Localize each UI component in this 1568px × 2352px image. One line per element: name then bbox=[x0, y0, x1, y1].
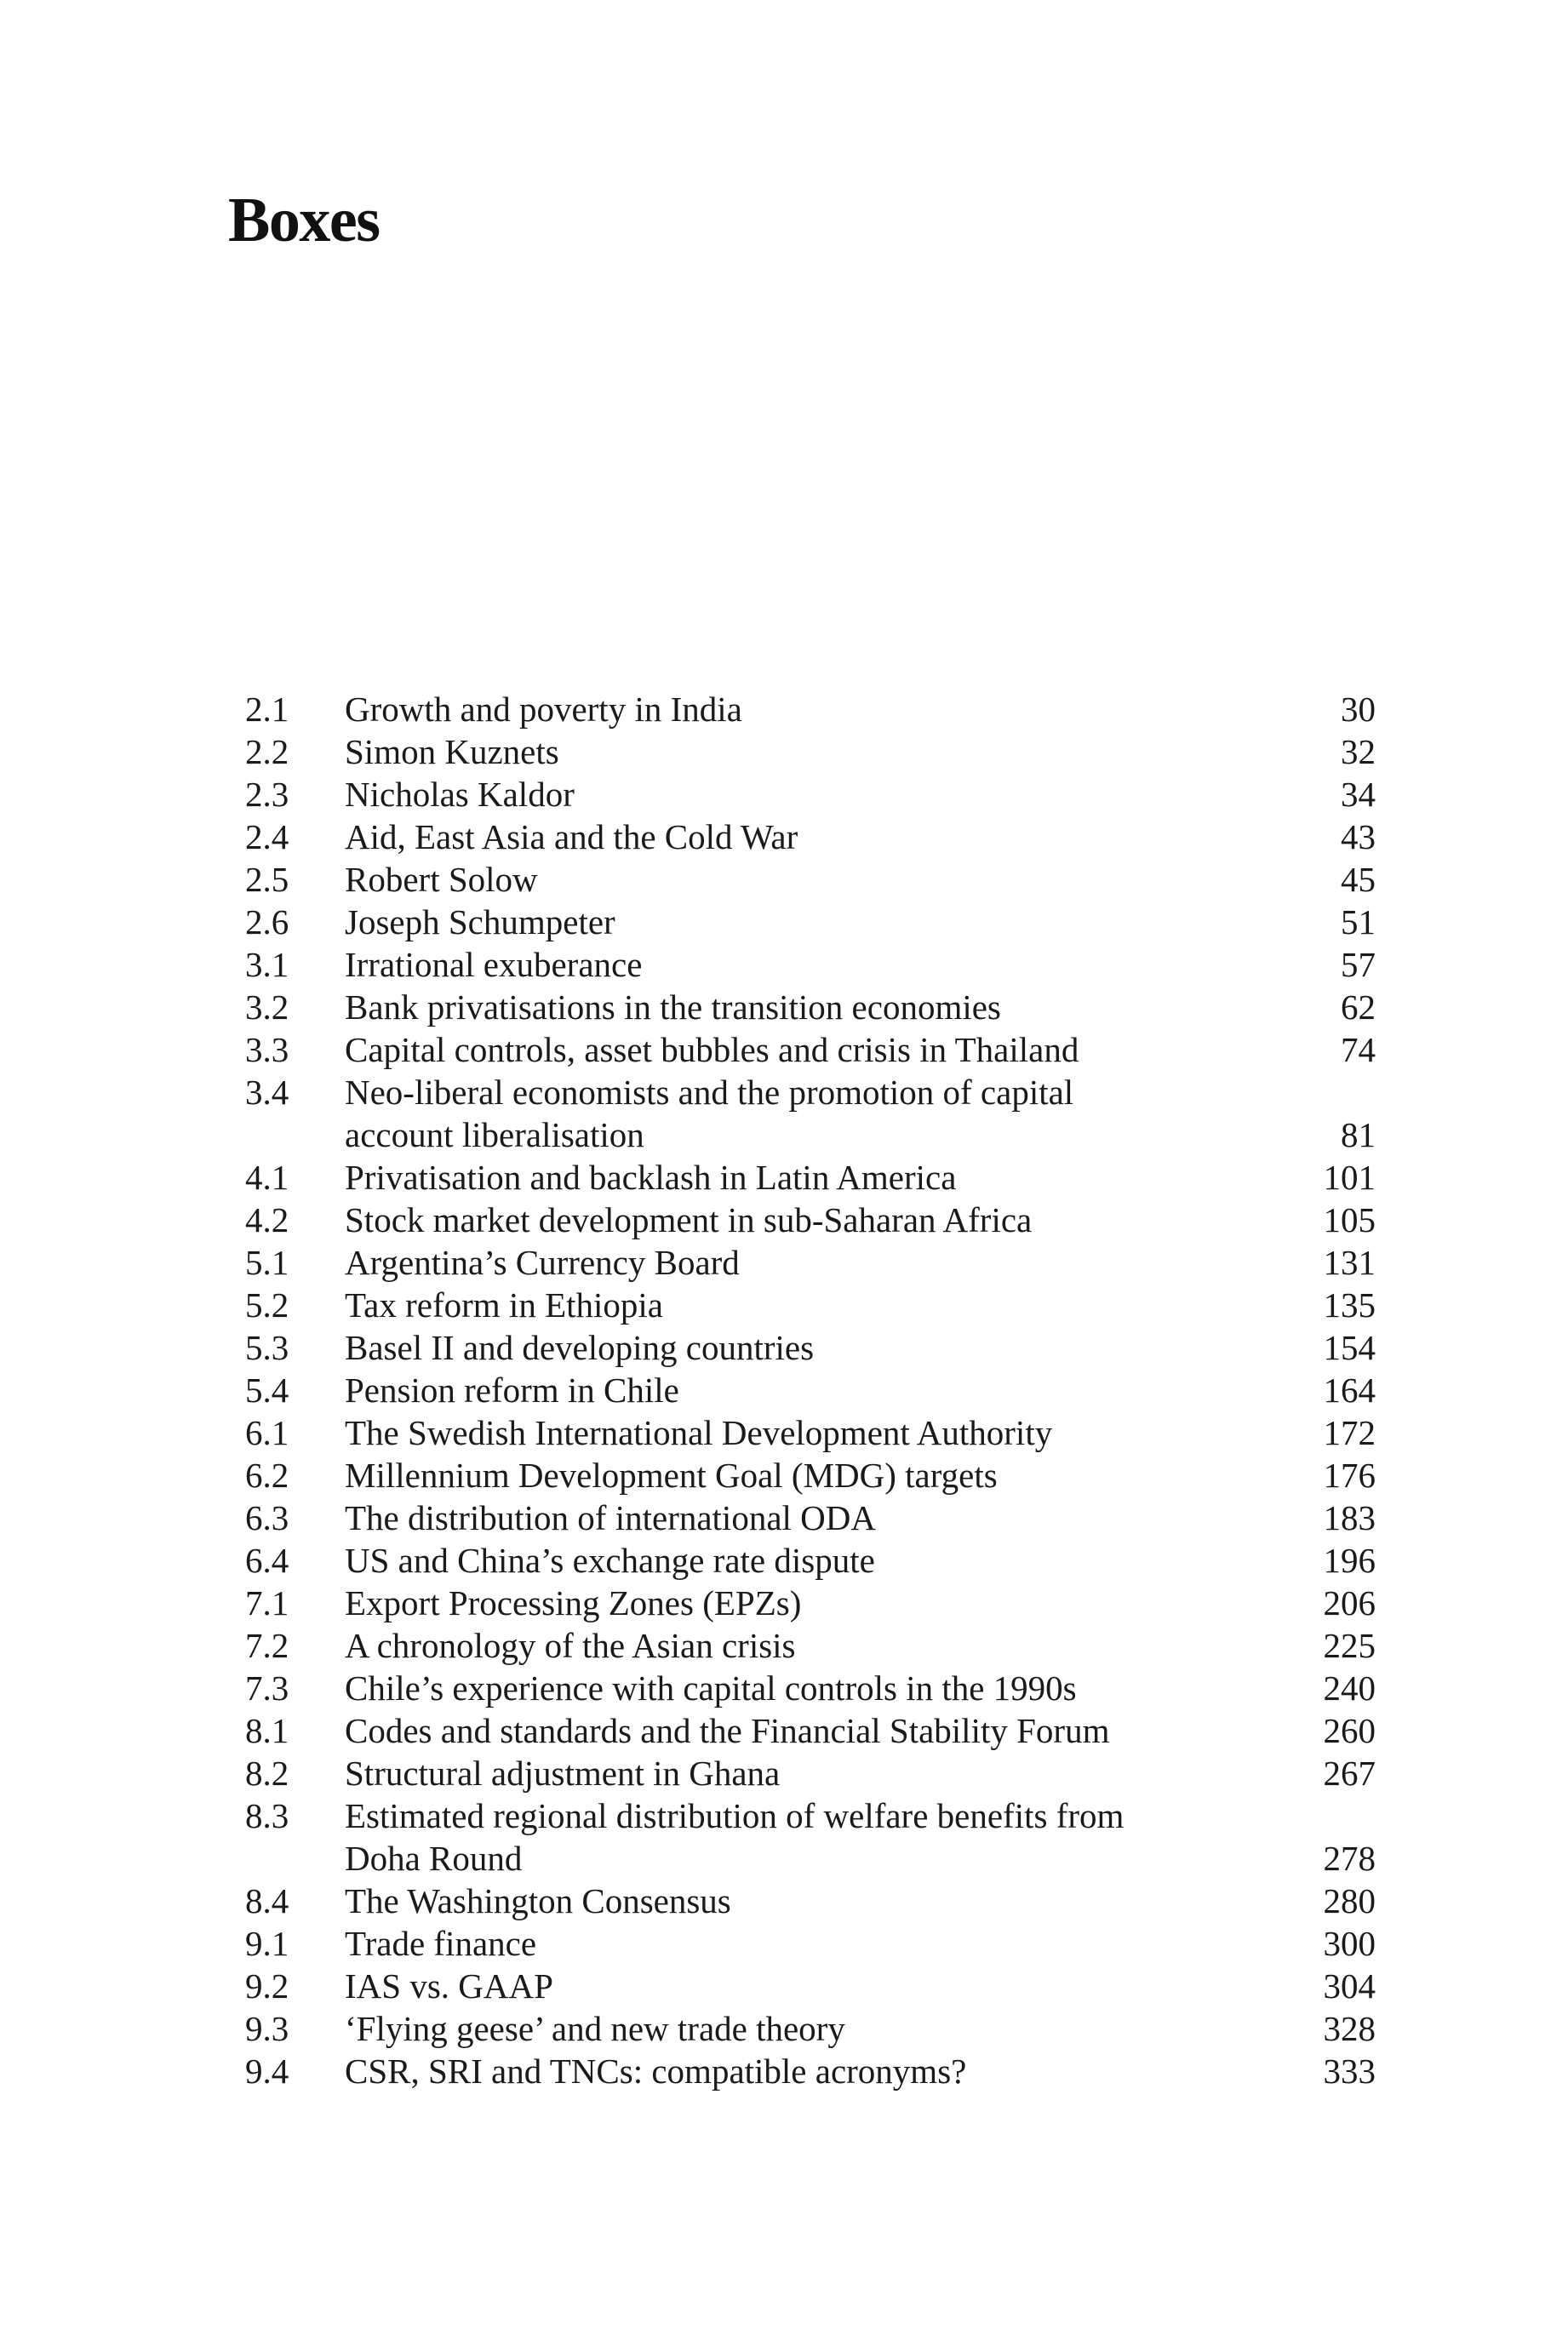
box-page-number: 328 bbox=[1323, 2009, 1376, 2048]
box-title: CSR, SRI and TNCs: compatible acronyms? bbox=[345, 2052, 967, 2091]
box-title bbox=[345, 1794, 1196, 1880]
box-page-number: 135 bbox=[1323, 1285, 1376, 1325]
box-title: IAS vs. GAAP bbox=[345, 1966, 553, 2006]
box-title-line: Estimated regional distribution of welfare benefits from bbox=[345, 1796, 1124, 1835]
box-number: 6.2 bbox=[245, 1456, 289, 1495]
box-page-number: 304 bbox=[1323, 1966, 1376, 2006]
box-page-number: 32 bbox=[1341, 732, 1376, 771]
box-page-number: 74 bbox=[1341, 1030, 1376, 1069]
box-title-line: Doha Round bbox=[345, 1839, 523, 1878]
box-number: 2.5 bbox=[245, 860, 289, 899]
box-page-number: 300 bbox=[1323, 1924, 1376, 1963]
box-title: Chile’s experience with capital controls in the 1990s bbox=[345, 1668, 1077, 1708]
box-title: A chronology of the Asian crisis bbox=[345, 1626, 796, 1665]
box-number: 8.3 bbox=[245, 1796, 289, 1835]
box-title: The distribution of international ODA bbox=[345, 1498, 876, 1537]
box-page-number: 333 bbox=[1323, 2052, 1376, 2091]
box-number: 7.3 bbox=[245, 1668, 289, 1708]
box-page-number: 45 bbox=[1341, 860, 1376, 899]
box-number: 8.1 bbox=[245, 1711, 289, 1750]
box-page-number: 30 bbox=[1341, 690, 1376, 729]
box-entry bbox=[245, 773, 1376, 815]
box-entry bbox=[245, 1709, 1376, 1752]
box-entry bbox=[245, 2050, 1376, 2092]
box-page-number: 280 bbox=[1323, 1881, 1376, 1920]
box-title: Bank privatisations in the transition economies bbox=[345, 987, 1001, 1027]
box-entry bbox=[245, 1752, 1376, 1794]
box-entry bbox=[245, 986, 1376, 1028]
box-page-number: 183 bbox=[1323, 1498, 1376, 1537]
box-entry bbox=[245, 1539, 1376, 1582]
box-number: 3.1 bbox=[245, 945, 289, 984]
box-entry bbox=[245, 1156, 1376, 1199]
box-number: 8.2 bbox=[245, 1754, 289, 1793]
box-entry bbox=[245, 1880, 1376, 1922]
box-entry bbox=[245, 858, 1376, 901]
box-number: 8.4 bbox=[245, 1881, 289, 1920]
box-title: Pension reform in Chile bbox=[345, 1371, 679, 1410]
box-page-number: 131 bbox=[1323, 1243, 1376, 1282]
box-page-number: 196 bbox=[1323, 1541, 1376, 1580]
box-title: Structural adjustment in Ghana bbox=[345, 1754, 781, 1793]
box-entry bbox=[245, 1496, 1376, 1539]
box-number: 3.4 bbox=[245, 1073, 289, 1112]
box-number: 7.1 bbox=[245, 1583, 289, 1622]
box-number: 2.1 bbox=[245, 690, 289, 729]
box-page-number: 267 bbox=[1323, 1754, 1376, 1793]
box-title: Robert Solow bbox=[345, 860, 538, 899]
box-title: US and China’s exchange rate dispute bbox=[345, 1541, 875, 1580]
box-entry bbox=[245, 1624, 1376, 1667]
box-title: Growth and poverty in India bbox=[345, 690, 742, 729]
box-page-number: 57 bbox=[1341, 945, 1376, 984]
box-page-number: 43 bbox=[1341, 817, 1376, 856]
box-title: Codes and standards and the Financial Stability Forum bbox=[345, 1711, 1110, 1750]
box-title-line: Neo-liberal economists and the promotion of capital bbox=[345, 1073, 1074, 1112]
box-number: 5.3 bbox=[245, 1328, 289, 1367]
box-page-number: 278 bbox=[1323, 1839, 1376, 1878]
box-number: 5.4 bbox=[245, 1371, 289, 1410]
box-entry bbox=[245, 1411, 1376, 1454]
box-title: Irrational exuberance bbox=[345, 945, 643, 984]
box-title-line: account liberalisation bbox=[345, 1115, 644, 1154]
box-title: Stock market development in sub-Saharan Africa bbox=[345, 1200, 1033, 1239]
box-entry bbox=[245, 1071, 1376, 1156]
box-entry bbox=[245, 1284, 1376, 1326]
box-number: 5.1 bbox=[245, 1243, 289, 1282]
box-entry bbox=[245, 815, 1376, 858]
box-title: Simon Kuznets bbox=[345, 732, 559, 771]
box-page-number: 206 bbox=[1323, 1583, 1376, 1622]
box-number: 6.3 bbox=[245, 1498, 289, 1537]
box-title: The Swedish International Development Authority bbox=[345, 1413, 1053, 1452]
box-number: 4.1 bbox=[245, 1158, 289, 1197]
box-title: Export Processing Zones (EPZs) bbox=[345, 1583, 802, 1622]
box-entry bbox=[245, 2007, 1376, 2050]
box-entry bbox=[245, 688, 1376, 730]
box-entry bbox=[245, 1199, 1376, 1241]
box-title: ‘Flying geese’ and new trade theory bbox=[345, 2009, 845, 2048]
boxes-list bbox=[245, 688, 1376, 2092]
box-entry bbox=[245, 1241, 1376, 1284]
box-number: 5.2 bbox=[245, 1285, 289, 1325]
box-entry bbox=[245, 1667, 1376, 1709]
box-entry bbox=[245, 1794, 1376, 1880]
box-entry bbox=[245, 1454, 1376, 1496]
box-number: 6.1 bbox=[245, 1413, 289, 1452]
box-title: Aid, East Asia and the Cold War bbox=[345, 817, 798, 856]
box-number: 2.6 bbox=[245, 902, 289, 941]
box-page-number: 172 bbox=[1323, 1413, 1376, 1452]
box-page-number: 105 bbox=[1323, 1200, 1376, 1239]
box-entry bbox=[245, 1582, 1376, 1624]
page-title: Boxes bbox=[228, 186, 380, 255]
box-number: 2.4 bbox=[245, 817, 289, 856]
box-title: Capital controls, asset bubbles and crisis in Thailand bbox=[345, 1030, 1079, 1069]
box-number: 7.2 bbox=[245, 1626, 289, 1665]
box-title: Joseph Schumpeter bbox=[345, 902, 615, 941]
box-page-number: 225 bbox=[1323, 1626, 1376, 1665]
box-page-number: 176 bbox=[1323, 1456, 1376, 1495]
box-title: Argentina’s Currency Board bbox=[345, 1243, 740, 1282]
box-number: 3.3 bbox=[245, 1030, 289, 1069]
box-page-number: 240 bbox=[1323, 1668, 1376, 1708]
box-number: 9.1 bbox=[245, 1924, 289, 1963]
box-title: Basel II and developing countries bbox=[345, 1328, 815, 1367]
box-title: Trade finance bbox=[345, 1924, 537, 1963]
box-entry bbox=[245, 943, 1376, 986]
box-page-number: 154 bbox=[1323, 1328, 1376, 1367]
box-page-number: 164 bbox=[1323, 1371, 1376, 1410]
box-page-number: 260 bbox=[1323, 1711, 1376, 1750]
box-title: The Washington Consensus bbox=[345, 1881, 731, 1920]
box-number: 9.2 bbox=[245, 1966, 289, 2006]
box-number: 4.2 bbox=[245, 1200, 289, 1239]
box-page-number: 62 bbox=[1341, 987, 1376, 1027]
box-title: Privatisation and backlash in Latin America bbox=[345, 1158, 957, 1197]
box-number: 2.3 bbox=[245, 775, 289, 814]
box-entry bbox=[245, 1965, 1376, 2007]
box-entry bbox=[245, 730, 1376, 773]
box-entry bbox=[245, 901, 1376, 943]
box-number: 3.2 bbox=[245, 987, 289, 1027]
box-number: 9.3 bbox=[245, 2009, 289, 2048]
box-page-number: 81 bbox=[1341, 1115, 1376, 1154]
box-entry bbox=[245, 1922, 1376, 1965]
box-entry bbox=[245, 1028, 1376, 1071]
box-entry bbox=[245, 1369, 1376, 1411]
box-number: 9.4 bbox=[245, 2052, 289, 2091]
box-page-number: 34 bbox=[1341, 775, 1376, 814]
box-number: 6.4 bbox=[245, 1541, 289, 1580]
box-title bbox=[345, 1071, 1196, 1156]
box-title: Nicholas Kaldor bbox=[345, 775, 575, 814]
box-number: 2.2 bbox=[245, 732, 289, 771]
box-entry bbox=[245, 1326, 1376, 1369]
box-page-number: 51 bbox=[1341, 902, 1376, 941]
box-title: Millennium Development Goal (MDG) targets bbox=[345, 1456, 998, 1495]
box-title: Tax reform in Ethiopia bbox=[345, 1285, 663, 1325]
box-page-number: 101 bbox=[1323, 1158, 1376, 1197]
